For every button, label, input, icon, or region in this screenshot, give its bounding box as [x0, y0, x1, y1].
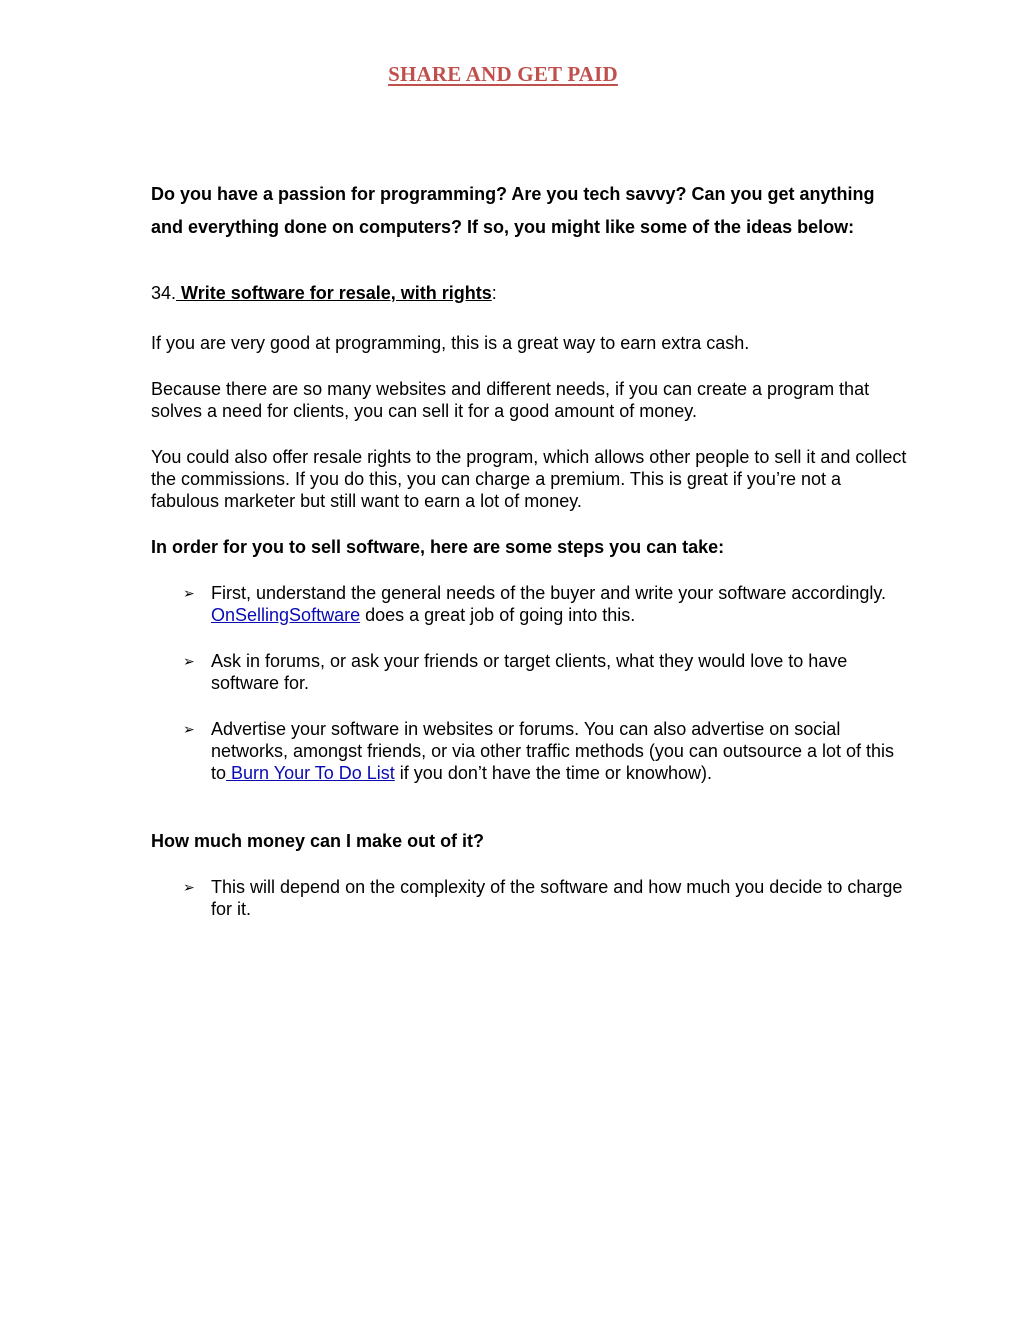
- step-text: Advertise your software in websites or forums. You can also advertise on social networks, amongst friends, or via other traffic methods (you can outsource a lot of this to: [211, 719, 894, 783]
- document-body: [151, 178, 911, 944]
- arrow-bullet-icon: ➢: [183, 585, 195, 601]
- step-text: Ask in forums, or ask your friends or target clients, what they would love to have software for.: [211, 651, 848, 693]
- section-colon: :: [491, 283, 497, 303]
- step-text: First, understand the general needs of the buyer and write your software accordingly.: [211, 583, 887, 603]
- step-text-after: if you don’t have the time or knowhow).: [394, 763, 712, 783]
- paragraph-3: You could also offer resale rights to the program, which allows other people to sell it and collect the commissions. If you do this, you can charge a premium. This is great if you’re not a fabulous marketer but still want to earn a lot of money.: [151, 447, 907, 511]
- steps-heading: In order for you to sell software, here are some steps you can take:: [151, 537, 725, 557]
- section-heading: [151, 282, 911, 304]
- intro-paragraph: Do you have a passion for programming? Are you tech savvy? Can you get anything and everything done on computers? If so, you might like some of the ideas below:: [151, 184, 875, 237]
- list-item: [183, 650, 911, 694]
- page-title: SHARE AND GET PAID: [388, 62, 618, 86]
- list-item: [183, 876, 911, 920]
- money-heading: How much money can I make out of it?: [151, 831, 485, 851]
- list-item: [183, 718, 911, 784]
- onsellingsoftware-link[interactable]: OnSellingSoftware: [211, 605, 361, 625]
- step-text-after: does a great job of going into this.: [360, 605, 636, 625]
- section-title: Write software for resale, with rights: [176, 283, 492, 303]
- list-item: [183, 582, 911, 626]
- money-text: This will depend on the complexity of the software and how much you decide to charge for it.: [211, 877, 903, 919]
- money-list: [183, 876, 911, 920]
- steps-list: [183, 582, 911, 784]
- arrow-bullet-icon: ➢: [183, 721, 195, 737]
- paragraph-2: Because there are so many websites and different needs, if you can create a program that solves a need for clients, you can sell it for a good amount of money.: [151, 379, 870, 421]
- arrow-bullet-icon: ➢: [183, 653, 195, 669]
- arrow-bullet-icon: ➢: [183, 879, 195, 895]
- burn-your-to-do-list-link[interactable]: Burn Your To Do List: [226, 763, 395, 783]
- section-number: 34.: [151, 283, 177, 303]
- paragraph-1: If you are very good at programming, this is a great way to earn extra cash.: [151, 333, 750, 353]
